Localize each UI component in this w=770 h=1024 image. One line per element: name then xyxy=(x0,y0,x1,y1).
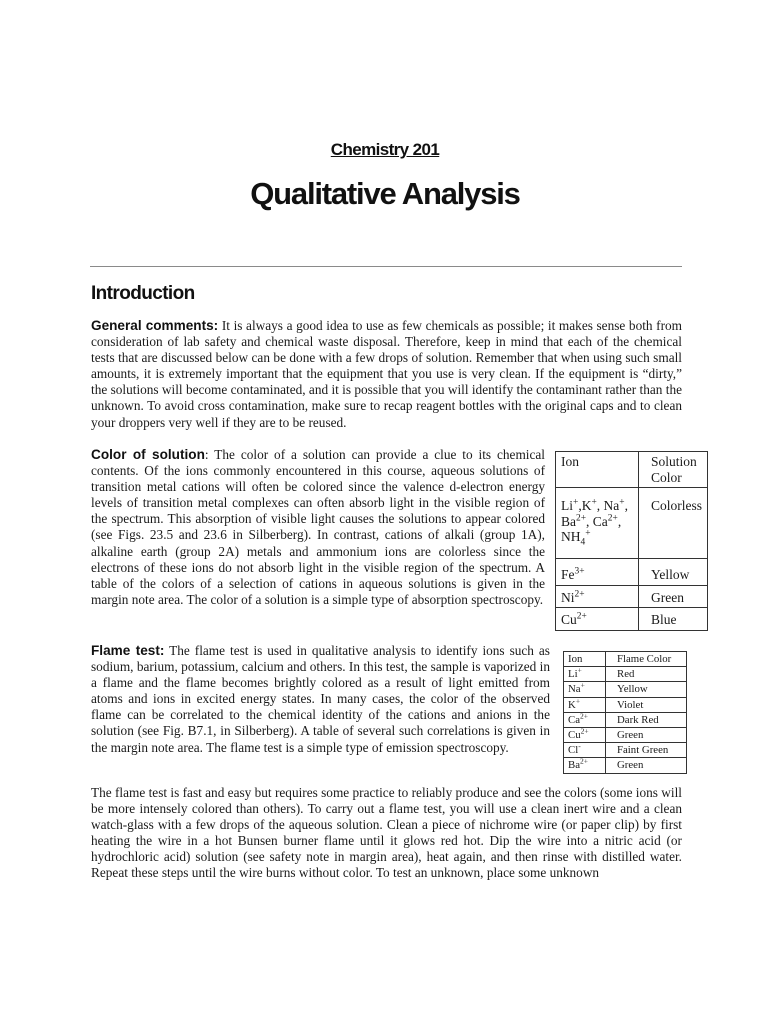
flame-test-lead: Flame test: xyxy=(91,643,165,658)
ni-color-cell: Green xyxy=(638,585,707,608)
flame-color-cell: Green xyxy=(606,728,687,743)
table-row xyxy=(564,682,687,697)
ion-charge: 2+ xyxy=(580,756,589,766)
charge-cu: 2+ xyxy=(576,611,587,622)
table-row xyxy=(564,712,687,727)
colorless-color-cell: Colorless xyxy=(638,488,707,559)
flame-color-cell: Violet xyxy=(606,697,687,712)
header-ion: Ion xyxy=(564,652,606,667)
flame-test-procedure-paragraph: The flame test is fast and easy but requires some practice to reliably produce and see the colors (some ions will be more intensely colored than others). To carry out a flame test, you will use a clean inert wire and a clean watch-glass with a few drops of the aqueous solution. Clean a piece of nichrome wire (or paper clip) by first heating the wire in a hot Bunsen burner flame until it glows red hot. Dip the wire into a nitric acid (or hydrochloric acid) solution (see safety note in margin area), heat again, and then rinse with distilled water. Repeat these steps until the wire burns without color. To test an unknown, place some unknown xyxy=(91,785,682,881)
color-of-solution-lead: Color of solution xyxy=(91,447,205,462)
subscript-nh: 4 xyxy=(580,537,586,548)
ion-k: K xyxy=(581,498,592,513)
ion-symbol: K xyxy=(568,698,576,711)
ion-cell xyxy=(564,758,606,773)
ion-li: Li xyxy=(561,498,573,513)
ion-charge: + xyxy=(580,680,585,690)
ion-symbol: Li xyxy=(568,668,578,681)
fe-color-cell: Yellow xyxy=(638,559,707,586)
ion-charge: + xyxy=(577,665,582,675)
header-ion: Ion xyxy=(556,452,639,488)
flame-color-cell: Dark Red xyxy=(606,712,687,727)
ion-charge: - xyxy=(578,741,581,751)
general-comments-text: It is always a good idea to use as few chemicals as possible; it makes sense both from consideration of lab safety and chemical waste disposal. Therefore, keep in mind that each of the chemical tests that are discussed below can be done with a few drops of solution. Remember that when using such small amounts, it is extremely important that the equipment that you use is very clean. If the equipment is “dirty,” the solutions will become contaminated, and it is possible that you will identify the contaminant rather than the unknown. To avoid cross contamination, make sure to recap reagent bottles with the original caps and to clean your droppers very well if they are to be reused. xyxy=(91,318,683,430)
cu-ion-cell xyxy=(556,608,639,631)
table-row xyxy=(556,608,708,631)
table-header-row xyxy=(564,652,687,667)
horizontal-rule xyxy=(90,266,682,267)
ion-cell xyxy=(564,728,606,743)
charge-k: + xyxy=(591,497,597,508)
ion-cu: Cu xyxy=(561,612,577,627)
table-row xyxy=(564,697,687,712)
ion-cell xyxy=(564,712,606,727)
ion-symbol: Ba xyxy=(568,759,580,772)
charge-nh: + xyxy=(585,528,591,539)
flame-color-table xyxy=(563,651,687,774)
ion-cell xyxy=(564,682,606,697)
flame-test-text: The flame test is used in qualitative analysis to identify ions such as sodium, barium, potassium, calcium and others. In this test, the sample is vaporized in a flame and the flame becomes brightly colored as a result of light emitted from atoms and ions in excited energy states. In many cases, the color of the observed flame can be correlated to the chemical identity of the cations and anions in the solution (see Fig. B7.1, in Silberberg). A table of several such correlations is given in the margin note area. The flame test is a simple type of emission spectroscopy. xyxy=(91,643,550,755)
ion-cell xyxy=(564,667,606,682)
charge-na: + xyxy=(619,497,625,508)
charge-ni: 2+ xyxy=(574,589,585,599)
ni-ion-cell xyxy=(556,585,639,608)
ion-symbol: Cl xyxy=(568,744,579,757)
table-header-row xyxy=(556,452,708,488)
color-of-solution-text: : The color of a solution can provide a clue to its chemical contents. Of the ions commonly encountered in this course, aqueous solutions of transition metal cations will often be colored since the valence d-electron energy levels of transition metal complexes can often absorb light in the visible region of the spectrum. This absorption of visible light causes the solutions to appear colored (see Figs. 23.5 and 23.6 in Silberberg). In contrast, cations of alkali (group 1A), alkaline earth (group 2A) metals and ammonium ions are colorless since the electrons of these ions do not absorb light in the visible region of the spectrum. A table of the colors of a selection of cations in aqueous solutions is given in the margin note area. The color of a solution is a simple type of absorption spectroscopy. xyxy=(91,447,545,607)
table-row xyxy=(564,743,687,758)
charge-fe: 3+ xyxy=(574,566,585,577)
ion-symbol: Na xyxy=(568,683,581,696)
section-heading-introduction: Introduction xyxy=(91,283,195,304)
general-comments-lead: General comments: xyxy=(91,318,219,333)
header-color-label: Color xyxy=(650,469,682,485)
flame-color-cell: Red xyxy=(606,667,687,682)
flame-color-cell: Green xyxy=(606,758,687,773)
ion-cell xyxy=(564,697,606,712)
ion-ca: Ca xyxy=(592,513,608,529)
table-row xyxy=(556,585,708,608)
flame-color-cell: Faint Green xyxy=(606,743,687,758)
solution-color-table xyxy=(555,451,708,631)
charge-ca: 2+ xyxy=(607,513,618,523)
general-comments-paragraph xyxy=(91,318,682,431)
ion-charge: 2+ xyxy=(580,726,589,736)
header-solution-color xyxy=(638,452,707,488)
table-row xyxy=(564,667,687,682)
table-row xyxy=(564,758,687,773)
ion-ba: Ba xyxy=(561,513,576,529)
header-flame-color: Flame Color xyxy=(606,652,687,667)
table-row xyxy=(564,728,687,743)
document-title: Qualitative Analysis xyxy=(250,176,520,211)
ion-ni: Ni xyxy=(561,589,575,605)
ion-symbol: Cu xyxy=(568,729,581,742)
ion-fe: Fe xyxy=(561,567,575,582)
ion-charge: 2+ xyxy=(580,711,589,721)
ion-na: Na xyxy=(603,498,620,513)
course-title: Chemistry 201 xyxy=(330,140,440,159)
color-of-solution-paragraph xyxy=(91,447,545,608)
colorless-ions-cell: Li+,K+, Na+, $Ba^{2+}$, $Ca^{2+}$, $NH_4^+$ xyxy=(556,488,639,559)
flame-test-paragraph xyxy=(91,643,550,756)
table-row xyxy=(556,559,708,586)
charge-ba: 2+ xyxy=(576,513,587,523)
ion-cell xyxy=(564,743,606,758)
header-solution-label: Solution xyxy=(650,454,697,469)
charge-li: + xyxy=(573,497,579,508)
table-row xyxy=(556,488,708,559)
fe-ion-cell xyxy=(556,559,639,586)
flame-color-cell: Yellow xyxy=(606,682,687,697)
cu-color-cell: Blue xyxy=(638,608,707,631)
ion-symbol: Ca xyxy=(568,713,580,726)
ion-charge: + xyxy=(575,696,581,706)
ion-nh: NH xyxy=(561,529,581,544)
